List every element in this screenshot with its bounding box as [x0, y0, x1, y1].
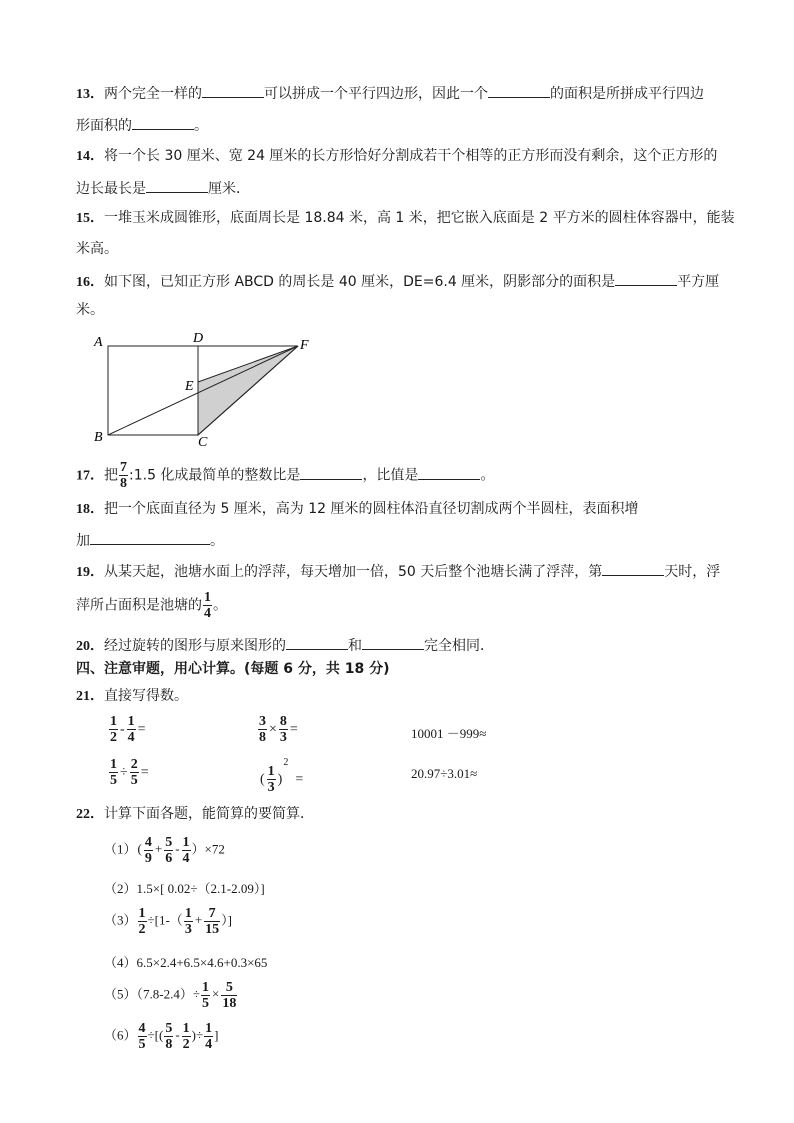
question-number: 18． — [76, 502, 104, 517]
question-14-line2 — [76, 177, 250, 199]
label-e: E — [185, 379, 194, 394]
answer-blank[interactable] — [362, 634, 424, 650]
expression-6 — [104, 1021, 218, 1052]
question-19-line2 — [76, 590, 227, 621]
question-number: 20． — [76, 639, 104, 654]
question-text: 可以拼成一个平行四边形，因此一个 — [264, 86, 488, 102]
denominator: 2 — [110, 730, 117, 745]
question-text: 米高。 — [76, 241, 118, 257]
expression-1 — [104, 835, 225, 866]
numerator: 1 — [182, 835, 190, 850]
section-heading: 四、注意审题，用心计算。(每题 6 分，共 18 分) — [76, 661, 390, 677]
denominator: 4 — [127, 730, 135, 745]
fraction — [201, 980, 210, 1011]
denominator: 5 — [138, 1037, 146, 1052]
numerator: 4 — [138, 1021, 146, 1036]
question-text: 从某天起，池塘水面上的浮萍，每天增加一倍，50 天后整个池塘长满了浮萍，第 — [104, 564, 603, 580]
denominator: 3 — [184, 922, 192, 937]
denominator: 6 — [165, 851, 173, 866]
fraction — [164, 835, 173, 866]
question-text: 把一个底面直径为 5 厘米，高为 12 厘米的圆柱体沿直径切割成两个半圆柱，表面积增 — [104, 501, 639, 517]
item-label: （3） — [104, 912, 137, 928]
label-f: F — [300, 338, 309, 353]
fraction — [204, 1021, 213, 1052]
question-text: 和 — [348, 638, 362, 654]
expression-tail: ）] — [221, 912, 232, 928]
question-14-line1 — [76, 146, 717, 167]
question-17 — [76, 460, 494, 491]
numerator: 7 — [204, 906, 220, 922]
expression-part: ÷[( — [147, 1027, 164, 1043]
operator: + — [154, 841, 163, 857]
question-18-line1 — [76, 499, 639, 520]
calc-item-5 — [259, 757, 304, 795]
question-text: 加 — [76, 533, 90, 549]
question-number: 22． — [76, 807, 104, 822]
fraction — [109, 757, 118, 788]
exponent: 2 — [283, 757, 289, 768]
calc-item-3: 10001 －999≈ — [411, 726, 487, 741]
fraction — [138, 1021, 147, 1052]
item-label: （1） — [104, 841, 137, 857]
denominator: 8 — [259, 730, 266, 745]
equals-sign: = — [289, 721, 298, 737]
answer-blank[interactable] — [286, 634, 348, 650]
question-number: 17． — [76, 468, 104, 484]
question-13-line1 — [76, 82, 704, 105]
answer-blank[interactable] — [488, 82, 550, 98]
answer-blank[interactable] — [300, 464, 362, 480]
denominator: 8 — [165, 1037, 173, 1052]
operator: × — [269, 721, 277, 737]
question-text: 计算下面各题，能简算的要简算． — [104, 806, 314, 822]
question-text: 天时，浮 — [664, 564, 721, 580]
answer-blank[interactable] — [202, 82, 264, 98]
denominator: 4 — [205, 1037, 213, 1052]
fraction — [182, 835, 191, 866]
fraction — [119, 460, 128, 491]
operator: + — [194, 912, 203, 928]
expression-part: ÷[1-（ — [147, 912, 183, 928]
label-a: A — [94, 335, 103, 350]
numerator: 4 — [144, 835, 152, 850]
fraction — [258, 714, 267, 745]
calc-item-1 — [108, 714, 147, 745]
calc-item-2 — [257, 714, 299, 745]
expression-tail: ] — [214, 1027, 219, 1043]
equals-sign: = — [295, 772, 304, 787]
denominator: 8 — [120, 476, 127, 491]
question-text: 直接写得数。 — [104, 688, 188, 704]
operator: - — [175, 1027, 180, 1043]
question-number: 15． — [76, 211, 104, 226]
denominator: 5 — [110, 773, 117, 788]
fraction — [138, 906, 147, 937]
question-text: 的面积是所拼成平行四边 — [550, 86, 704, 102]
fraction — [130, 757, 139, 788]
question-text: 两个完全一样的 — [104, 86, 202, 102]
question-text: 一堆玉米成圆锥形，底面周长是 18.84 米，高 1 米，把它嵌入底面是 2 平方米的圆柱体容器中，能装 — [104, 210, 735, 226]
denominator: 15 — [205, 922, 220, 937]
question-21 — [76, 686, 188, 707]
question-text: 形面积的 — [76, 118, 132, 134]
expression-2: （2）1.5×[ 0.02÷（2.1-2.09）] — [104, 881, 265, 896]
denominator: 18 — [222, 996, 237, 1011]
denominator: 5 — [201, 996, 209, 1011]
numerator: 1 — [267, 764, 275, 780]
denominator: 4 — [182, 851, 190, 866]
fraction — [127, 714, 136, 745]
fraction — [144, 835, 153, 866]
numerator: 1 — [182, 1021, 190, 1036]
numerator: 5 — [165, 835, 173, 850]
operator: × — [211, 986, 220, 1002]
answer-blank[interactable] — [90, 529, 210, 545]
numerator: 1 — [205, 1021, 213, 1036]
geometry-figure — [88, 328, 328, 448]
answer-blank[interactable] — [602, 560, 664, 576]
question-22 — [76, 804, 314, 825]
question-text: 平方厘 — [677, 274, 720, 290]
denominator: 9 — [144, 851, 152, 866]
question-text: 把 — [104, 467, 118, 484]
question-number: 14． — [76, 149, 104, 164]
fraction — [164, 1021, 173, 1052]
question-text: :1.5 化成最简单的整数比是 — [129, 467, 301, 484]
operator: - — [120, 721, 125, 737]
denominator: 4 — [204, 606, 211, 621]
answer-blank[interactable] — [146, 177, 208, 193]
fraction — [184, 906, 193, 937]
numerator: 7 — [120, 460, 127, 475]
calc-item-6: 20.97÷3.01≈ — [411, 766, 478, 781]
fraction — [267, 764, 276, 795]
denominator: 3 — [267, 780, 275, 796]
numerator: 1 — [110, 714, 117, 729]
question-text: 如下图，已知正方形 ABCD 的周长是 40 厘米，DE=6.4 厘米，阴影部分的面积是 — [104, 274, 616, 290]
numerator: 1 — [184, 906, 192, 921]
question-text: ，比值是 — [362, 467, 419, 484]
question-text: 。 — [213, 597, 227, 614]
paren: ( — [260, 772, 265, 787]
numerator: 1 — [201, 980, 209, 995]
question-text: 。 — [480, 467, 495, 484]
question-text: 厘米． — [208, 181, 250, 197]
denominator: 2 — [138, 922, 146, 937]
numerator: 5 — [221, 980, 237, 996]
calc-item-4 — [108, 757, 150, 788]
question-number: 19． — [76, 565, 104, 580]
equals-sign: = — [137, 721, 146, 737]
question-text: 将一个长 30 厘米、宽 24 厘米的长方形恰好分割成若干个相等的正方形而没有剩余，这个正方形的 — [104, 148, 718, 164]
numerator: 5 — [165, 1021, 173, 1036]
label-d: D — [193, 331, 204, 346]
operator: ÷ — [120, 764, 128, 780]
fraction — [221, 980, 237, 1011]
operator: - — [175, 841, 180, 857]
question-text: 米。 — [76, 302, 104, 318]
numerator: 3 — [259, 714, 266, 729]
question-20 — [76, 634, 494, 657]
item-label: （5）（7.8-2.4）÷ — [104, 986, 200, 1002]
question-text: 经过旋转的图形与原来图形的 — [104, 638, 286, 654]
label-b: B — [94, 430, 103, 445]
denominator: 3 — [279, 730, 287, 745]
expression-4: （4）6.5×2.4+6.5×4.6+0.3×65 — [104, 955, 268, 970]
denominator: 5 — [130, 773, 138, 788]
paren: ( — [137, 841, 142, 857]
answer-blank[interactable] — [615, 270, 677, 286]
fraction — [203, 590, 212, 621]
numerator: 8 — [279, 714, 287, 729]
numerator: 1 — [110, 757, 117, 772]
numerator: 1 — [127, 714, 135, 729]
fraction — [204, 906, 220, 937]
expression-tail: ）×72 — [191, 841, 225, 857]
question-16-line2 — [76, 300, 104, 320]
question-18-line2 — [76, 529, 224, 551]
numerator: 2 — [130, 757, 138, 772]
item-label: （6） — [104, 1027, 137, 1043]
label-c: C — [198, 435, 208, 448]
fraction — [109, 714, 118, 745]
denominator: 2 — [182, 1037, 190, 1052]
expression-3 — [104, 906, 232, 937]
question-text: 。 — [210, 533, 224, 549]
answer-blank[interactable] — [132, 114, 194, 130]
question-19-line1 — [76, 560, 720, 583]
question-text: 萍所占面积是池塘的 — [76, 597, 202, 614]
question-15-line1 — [76, 208, 735, 229]
paren: ) — [277, 772, 283, 787]
question-number: 16． — [76, 275, 104, 290]
question-13-line2 — [76, 114, 208, 136]
numerator: 1 — [138, 906, 146, 921]
question-text: 完全相同． — [424, 638, 494, 654]
fraction — [279, 714, 288, 745]
question-number: 21． — [76, 689, 104, 704]
question-number: 13． — [76, 87, 104, 102]
equals-sign: = — [140, 764, 149, 780]
expression-part: )÷ — [191, 1027, 204, 1043]
question-text: 边长最长是 — [76, 181, 146, 197]
question-text: 。 — [194, 118, 208, 134]
fraction — [182, 1021, 191, 1052]
expression-5 — [104, 980, 238, 1011]
question-16-line1 — [76, 270, 719, 293]
answer-blank[interactable] — [418, 464, 480, 480]
question-15-line2 — [76, 239, 118, 259]
numerator: 1 — [204, 590, 211, 605]
